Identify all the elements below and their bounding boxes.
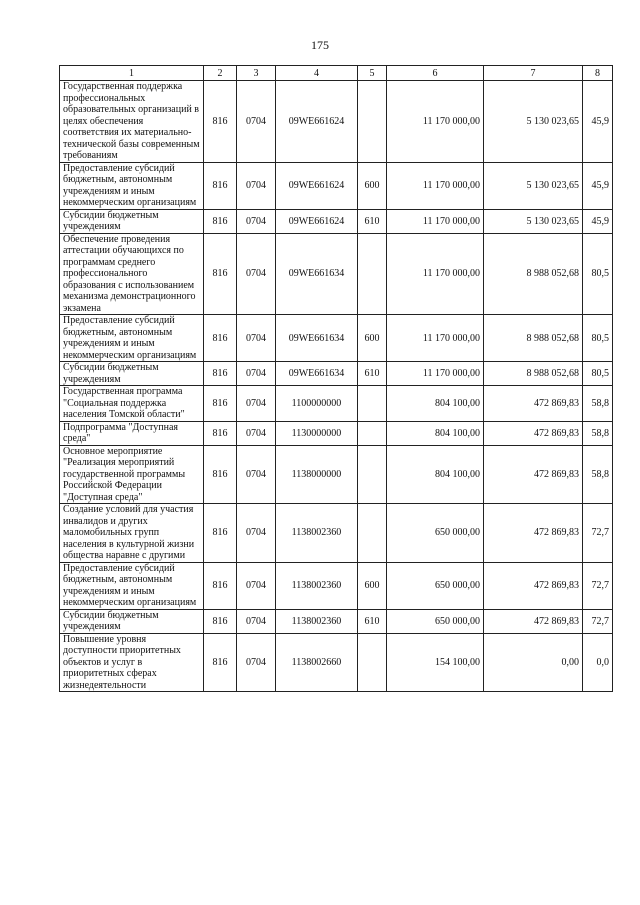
row-expense-type bbox=[358, 81, 387, 163]
row-name: Предоставление субсидий бюджетным, автономным учреждениям и иным некоммерческим организациям bbox=[60, 562, 204, 609]
row-executed-amount: 472 869,83 bbox=[484, 386, 583, 422]
row-expense-type: 600 bbox=[358, 162, 387, 209]
row-percent: 0,0 bbox=[583, 633, 613, 692]
row-percent: 58,8 bbox=[583, 445, 613, 504]
row-admin-code: 816 bbox=[204, 445, 237, 504]
row-executed-amount: 8 988 052,68 bbox=[484, 362, 583, 386]
table-row bbox=[60, 504, 613, 563]
row-expense-type bbox=[358, 386, 387, 422]
row-section-code: 0704 bbox=[237, 233, 276, 315]
column-header: 6 bbox=[387, 66, 484, 81]
row-percent: 45,9 bbox=[583, 209, 613, 233]
row-name: Создание условий для участия инвалидов и других маломобильных групп населения в культурной жизни общества наравне с другими bbox=[60, 504, 204, 563]
row-name: Субсидии бюджетным учреждениям bbox=[60, 209, 204, 233]
row-name: Предоставление субсидий бюджетным, автономным учреждениям и иным некоммерческим организациям bbox=[60, 162, 204, 209]
row-target-article: 1100000000 bbox=[276, 386, 358, 422]
row-target-article: 09WE661634 bbox=[276, 315, 358, 362]
row-section-code: 0704 bbox=[237, 562, 276, 609]
row-admin-code: 816 bbox=[204, 609, 237, 633]
page-number: 175 bbox=[311, 38, 329, 52]
row-plan-amount: 804 100,00 bbox=[387, 386, 484, 422]
row-name: Обеспечение проведения аттестации обучающихся по программам среднего профессионального образования с использованием механизма демонстрационного экзамена bbox=[60, 233, 204, 315]
row-section-code: 0704 bbox=[237, 315, 276, 362]
row-plan-amount: 804 100,00 bbox=[387, 445, 484, 504]
row-expense-type: 600 bbox=[358, 562, 387, 609]
header-row bbox=[60, 66, 613, 81]
column-header: 8 bbox=[583, 66, 613, 81]
row-name: Основное мероприятие "Реализация мероприятий государственной программы Российской Федерации "Доступная среда" bbox=[60, 445, 204, 504]
row-executed-amount: 472 869,83 bbox=[484, 421, 583, 445]
row-name: Субсидии бюджетным учреждениям bbox=[60, 609, 204, 633]
column-header: 2 bbox=[204, 66, 237, 81]
row-plan-amount: 154 100,00 bbox=[387, 633, 484, 692]
row-plan-amount: 11 170 000,00 bbox=[387, 233, 484, 315]
budget-table bbox=[59, 65, 613, 692]
row-admin-code: 816 bbox=[204, 162, 237, 209]
row-admin-code: 816 bbox=[204, 233, 237, 315]
row-name: Субсидии бюджетным учреждениям bbox=[60, 362, 204, 386]
row-target-article: 1130000000 bbox=[276, 421, 358, 445]
row-target-article: 1138002360 bbox=[276, 562, 358, 609]
row-executed-amount: 472 869,83 bbox=[484, 445, 583, 504]
column-header: 3 bbox=[237, 66, 276, 81]
column-header: 1 bbox=[60, 66, 204, 81]
row-admin-code: 816 bbox=[204, 362, 237, 386]
row-name: Государственная поддержка профессиональных образовательных организаций в целях обеспечения соответствия их материально-технической базы современным требованиям bbox=[60, 81, 204, 163]
row-target-article: 09WE661634 bbox=[276, 233, 358, 315]
row-section-code: 0704 bbox=[237, 386, 276, 422]
row-percent: 72,7 bbox=[583, 504, 613, 563]
row-percent: 72,7 bbox=[583, 609, 613, 633]
row-target-article: 09WE661624 bbox=[276, 81, 358, 163]
row-expense-type bbox=[358, 445, 387, 504]
row-percent: 80,5 bbox=[583, 233, 613, 315]
row-admin-code: 816 bbox=[204, 633, 237, 692]
row-executed-amount: 472 869,83 bbox=[484, 609, 583, 633]
row-percent: 80,5 bbox=[583, 362, 613, 386]
row-percent: 58,8 bbox=[583, 386, 613, 422]
table-row bbox=[60, 81, 613, 163]
row-expense-type bbox=[358, 233, 387, 315]
table-row bbox=[60, 209, 613, 233]
row-percent: 45,9 bbox=[583, 162, 613, 209]
row-plan-amount: 11 170 000,00 bbox=[387, 162, 484, 209]
row-admin-code: 816 bbox=[204, 209, 237, 233]
table-row bbox=[60, 362, 613, 386]
row-target-article: 09WE661634 bbox=[276, 362, 358, 386]
row-admin-code: 816 bbox=[204, 504, 237, 563]
column-header: 7 bbox=[484, 66, 583, 81]
row-section-code: 0704 bbox=[237, 162, 276, 209]
row-executed-amount: 8 988 052,68 bbox=[484, 233, 583, 315]
row-expense-type: 610 bbox=[358, 209, 387, 233]
row-expense-type bbox=[358, 504, 387, 563]
row-percent: 45,9 bbox=[583, 81, 613, 163]
row-section-code: 0704 bbox=[237, 445, 276, 504]
row-section-code: 0704 bbox=[237, 209, 276, 233]
row-plan-amount: 650 000,00 bbox=[387, 562, 484, 609]
row-target-article: 1138002360 bbox=[276, 504, 358, 563]
table-row bbox=[60, 609, 613, 633]
row-section-code: 0704 bbox=[237, 362, 276, 386]
row-target-article: 09WE661624 bbox=[276, 209, 358, 233]
row-name: Подпрограмма "Доступная среда" bbox=[60, 421, 204, 445]
row-plan-amount: 11 170 000,00 bbox=[387, 209, 484, 233]
table-row bbox=[60, 445, 613, 504]
row-expense-type bbox=[358, 421, 387, 445]
row-plan-amount: 11 170 000,00 bbox=[387, 315, 484, 362]
row-percent: 58,8 bbox=[583, 421, 613, 445]
row-executed-amount: 472 869,83 bbox=[484, 504, 583, 563]
row-executed-amount: 5 130 023,65 bbox=[484, 81, 583, 163]
table-row bbox=[60, 562, 613, 609]
row-admin-code: 816 bbox=[204, 81, 237, 163]
row-executed-amount: 8 988 052,68 bbox=[484, 315, 583, 362]
row-section-code: 0704 bbox=[237, 421, 276, 445]
row-admin-code: 816 bbox=[204, 386, 237, 422]
row-target-article: 1138002360 bbox=[276, 609, 358, 633]
row-admin-code: 816 bbox=[204, 315, 237, 362]
row-target-article: 1138000000 bbox=[276, 445, 358, 504]
column-header: 4 bbox=[276, 66, 358, 81]
row-plan-amount: 11 170 000,00 bbox=[387, 362, 484, 386]
row-executed-amount: 5 130 023,65 bbox=[484, 162, 583, 209]
table-row bbox=[60, 421, 613, 445]
row-plan-amount: 650 000,00 bbox=[387, 504, 484, 563]
row-executed-amount: 472 869,83 bbox=[484, 562, 583, 609]
table-row bbox=[60, 315, 613, 362]
row-expense-type: 610 bbox=[358, 609, 387, 633]
table-row bbox=[60, 233, 613, 315]
row-section-code: 0704 bbox=[237, 633, 276, 692]
column-header: 5 bbox=[358, 66, 387, 81]
row-target-article: 09WE661624 bbox=[276, 162, 358, 209]
row-name: Предоставление субсидий бюджетным, автономным учреждениям и иным некоммерческим организациям bbox=[60, 315, 204, 362]
table-row bbox=[60, 162, 613, 209]
row-executed-amount: 5 130 023,65 bbox=[484, 209, 583, 233]
row-name: Повышение уровня доступности приоритетных объектов и услуг в приоритетных сферах жизнедеятельности bbox=[60, 633, 204, 692]
row-target-article: 1138002660 bbox=[276, 633, 358, 692]
table-row bbox=[60, 386, 613, 422]
row-name: Государственная программа "Социальная поддержка населения Томской области" bbox=[60, 386, 204, 422]
row-section-code: 0704 bbox=[237, 609, 276, 633]
row-admin-code: 816 bbox=[204, 562, 237, 609]
row-plan-amount: 11 170 000,00 bbox=[387, 81, 484, 163]
row-section-code: 0704 bbox=[237, 504, 276, 563]
row-admin-code: 816 bbox=[204, 421, 237, 445]
row-expense-type: 600 bbox=[358, 315, 387, 362]
row-plan-amount: 804 100,00 bbox=[387, 421, 484, 445]
row-percent: 80,5 bbox=[583, 315, 613, 362]
row-percent: 72,7 bbox=[583, 562, 613, 609]
table-row bbox=[60, 633, 613, 692]
row-plan-amount: 650 000,00 bbox=[387, 609, 484, 633]
row-expense-type: 610 bbox=[358, 362, 387, 386]
row-expense-type bbox=[358, 633, 387, 692]
row-section-code: 0704 bbox=[237, 81, 276, 163]
row-executed-amount: 0,00 bbox=[484, 633, 583, 692]
